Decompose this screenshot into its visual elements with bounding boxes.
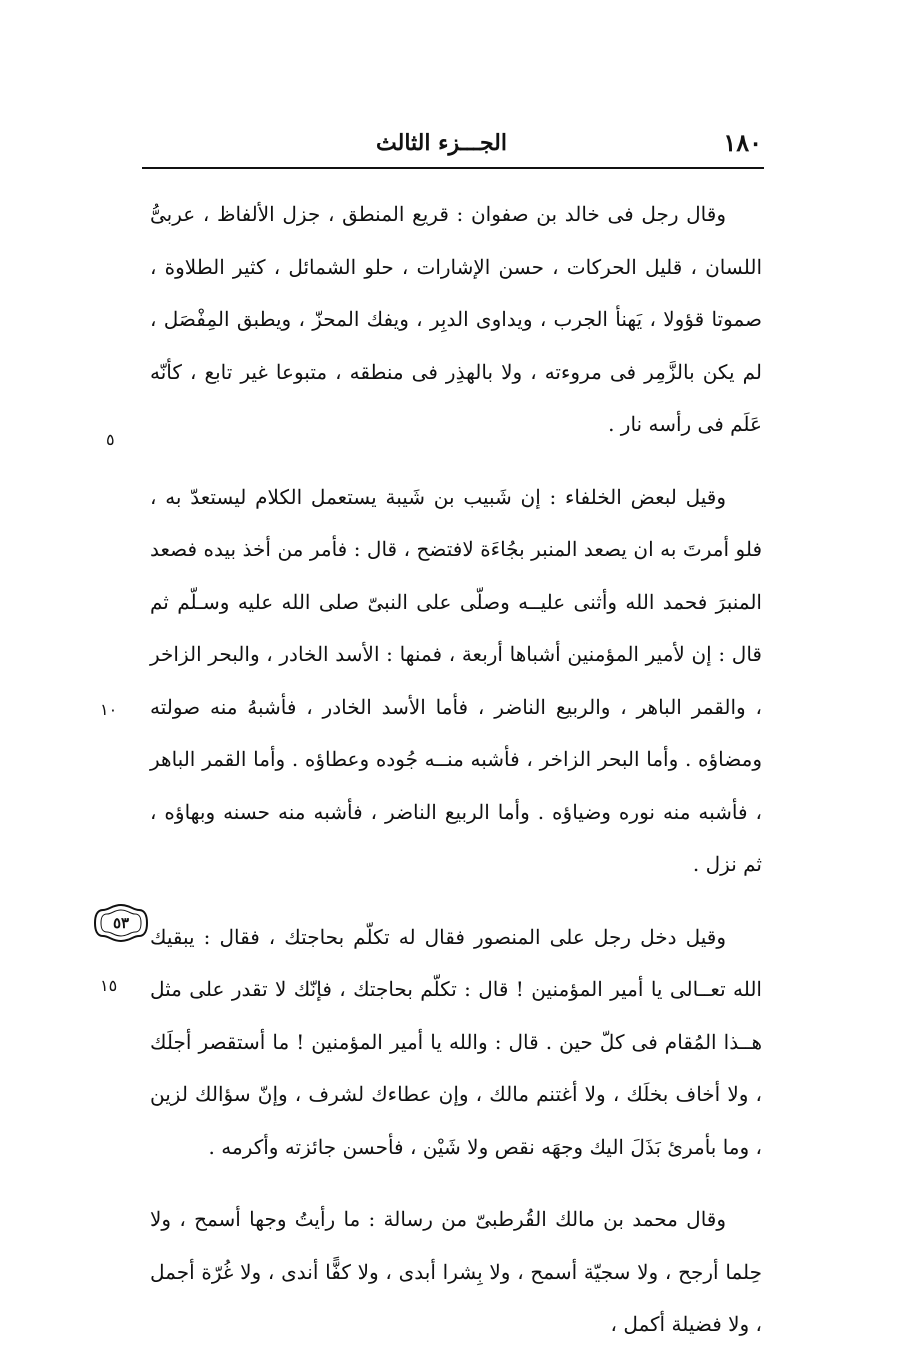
paragraph-qurtubi: وقال محمد بن مالك القُرطبىّ من رسالة : ما رأيتُ وجها أسمح ، ولا حِلما أرجح ، ولا سجيّة أسمح ، ولا بِشرا أبدى ، ولا كفًّا أندى ، ولا غُرّة أجمل ، ولا فضيلة أكمل ، [150,1207,762,1336]
folio-ornament [92,902,150,944]
paragraph-khalid: وقال رجل فى خالد بن صفوان : قريع المنطق ، جزل الألفاظ ، عربىُّ اللسان ، قليل الحركات ، حسن الإشارات ، حلو الشمائل ، كثير الطلاوة ، صموتا قؤولا ، يَهنأ الجرب ، ويداوى الدبِر ، ويفك المحزّ ، ويطبق المِفْصَل ، لم يكن بالزَّمِر فى مروءته ، ولا بالهذِر فى منطقه ، متبوعا غير تابع ، كأنّه عَلَم فى رأسه نار . [150,202,762,436]
paragraph-gap [150,891,762,911]
line-marker-5: ٥ [106,430,115,449]
running-title: الجـــزء الثالث [376,130,507,156]
line-marker-15: ١٥ [100,976,118,995]
body-text [150,188,762,1351]
line-marker-10: ١٠ [100,700,118,719]
page-number: ١٨٠ [723,128,762,157]
paragraph-mansur: وقيل دخل رجل على المنصور فقال له تكلّم بحاجتك ، فقال : يبقيك الله تعــالى يا أمير المؤمنين ! قال : تكلّم بحاجتك ، فإنّك لا تقدر على مثل هــذا المُقام فى كلّ حين . قال : والله يا أمير المؤمنين ! ما أستقصر أجلَك ، ولا أخاف بخلَك ، ولا أغتنم مالك ، وإن عطاءك لشرف ، وإنّ سؤالك لزين ، وما بأمرئ بَذَلَ اليك وجهَه نقص ولا شَيْن ، فأحسن جائزته وأكرمه . [150,924,762,1159]
paragraph-shabib: وقيل لبعض الخلفاء : إن شَبيب بن شَيبة يستعمل الكلام ليستعدّ به ، فلو أمرتَ به ان يصعد المنبر بجُاءَة لافتضح ، قال : فأمر من أخذ بيده فصعد المنبرَ فحمد الله وأثنى عليــه وصلّى على النبىّ صلى الله عليه وسـلّم ثم قال : إن لأمير المؤمنين أشباها أربعة ، فمنها : الأسد الخادر ، والبحر الزاخر ، والقمر الباهر ، والربيع الناضر ، فأما الأسد الخادر ، فأشبهُ منه صولته ومضاؤه . وأما البحر الزاخر ، فأشبه منــه جُوده وعطاؤه . وأما القمر الباهر ، فأشبه منه نوره وضياؤه . وأما الربيع الناضر ، فأشبه منه حسنه وبهاؤه ، ثم نزل . [150,484,763,876]
page-header [142,118,762,168]
folio-number: ٥٣ [112,914,130,932]
paragraph-gap [150,1173,762,1193]
header-rule [142,167,764,169]
paragraph-gap [150,451,762,471]
